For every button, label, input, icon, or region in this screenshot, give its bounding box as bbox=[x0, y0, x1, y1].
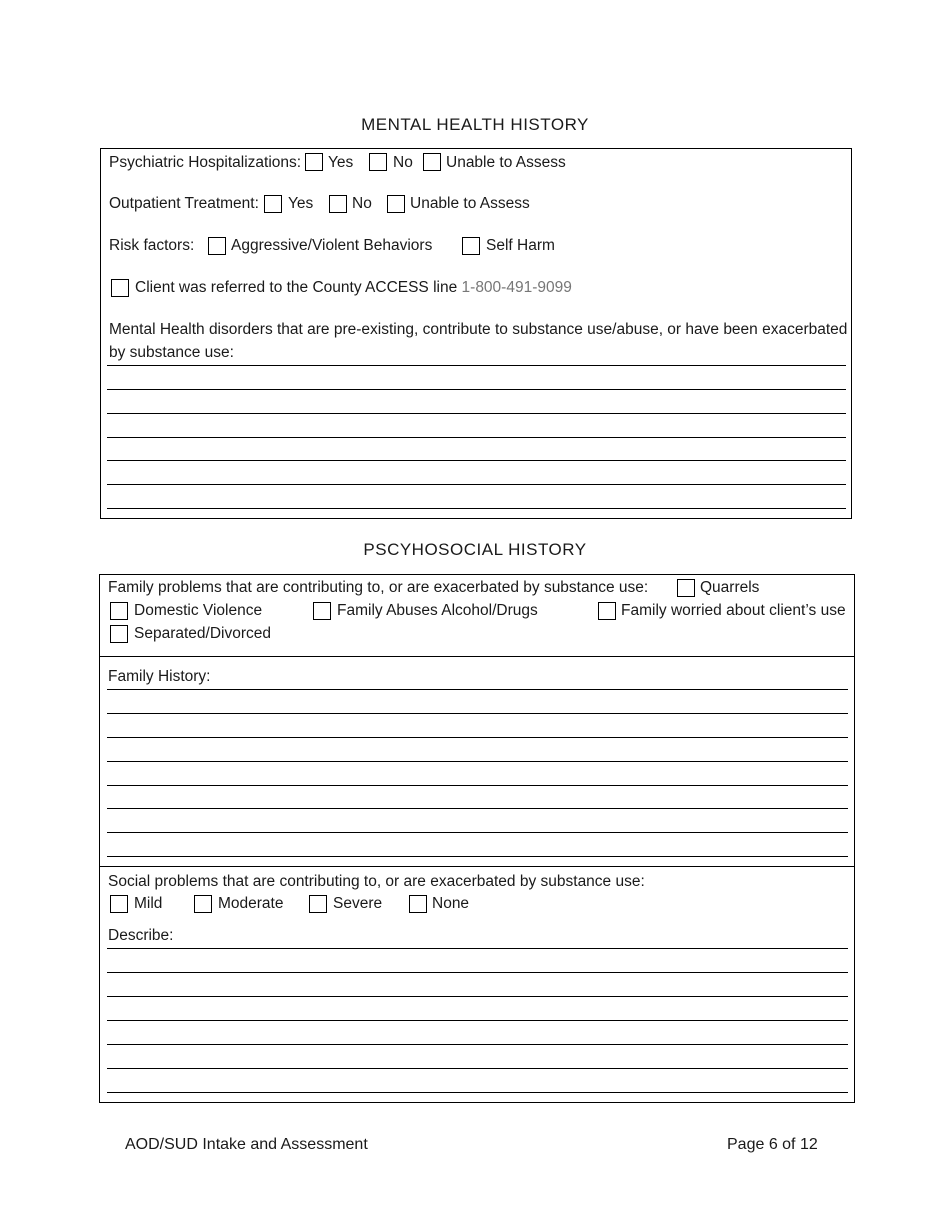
describe-write-line[interactable] bbox=[107, 972, 848, 973]
disorders-write-line[interactable] bbox=[107, 365, 846, 366]
describe-write-line[interactable] bbox=[107, 1044, 848, 1045]
risk-factors-label: Risk factors: bbox=[109, 237, 195, 254]
social-none-checkbox[interactable] bbox=[409, 895, 427, 913]
domestic-violence-label: Domestic Violence bbox=[134, 602, 263, 619]
mental-health-title: MENTAL HEALTH HISTORY bbox=[361, 115, 589, 134]
access-referral-checkbox[interactable] bbox=[111, 279, 129, 297]
psychosocial-title: PSCYHOSOCIAL HISTORY bbox=[363, 540, 587, 559]
describe-write-line[interactable] bbox=[107, 996, 848, 997]
social-severe-label: Severe bbox=[333, 895, 383, 912]
outpatient-unable-label: Unable to Assess bbox=[410, 195, 530, 212]
domestic-violence-checkbox[interactable] bbox=[110, 602, 128, 620]
risk-selfharm-checkbox[interactable] bbox=[462, 237, 480, 255]
outpatient-yes-checkbox[interactable] bbox=[264, 195, 282, 213]
outpatient-unable-checkbox[interactable] bbox=[387, 195, 405, 213]
psych-hosp-no-label: No bbox=[393, 154, 413, 171]
family-history-write-line[interactable] bbox=[107, 689, 848, 690]
family-history-write-line[interactable] bbox=[107, 713, 848, 714]
describe-write-line[interactable] bbox=[107, 1092, 848, 1093]
risk-aggressive-checkbox[interactable] bbox=[208, 237, 226, 255]
describe-write-line[interactable] bbox=[107, 1020, 848, 1021]
psych-hosp-unable-label: Unable to Assess bbox=[446, 154, 566, 171]
social-mild-checkbox[interactable] bbox=[110, 895, 128, 913]
family-problems-label: Family problems that are contributing to, or are exacerbated by substance use: bbox=[108, 579, 649, 596]
footer-page-number: Page 6 of 12 bbox=[727, 1136, 818, 1153]
describe-write-line[interactable] bbox=[107, 1068, 848, 1069]
outpatient-label: Outpatient Treatment: bbox=[109, 195, 259, 212]
disorders-write-line[interactable] bbox=[107, 484, 846, 485]
family-history-write-line[interactable] bbox=[107, 832, 848, 833]
social-severe-checkbox[interactable] bbox=[309, 895, 327, 913]
outpatient-no-checkbox[interactable] bbox=[329, 195, 347, 213]
risk-selfharm-label: Self Harm bbox=[486, 237, 555, 254]
family-abuses-checkbox[interactable] bbox=[313, 602, 331, 620]
disorders-write-line[interactable] bbox=[107, 508, 846, 509]
outpatient-yes-label: Yes bbox=[288, 195, 314, 212]
section-divider bbox=[99, 866, 855, 867]
psych-hosp-label: Psychiatric Hospitalizations: bbox=[109, 154, 302, 171]
family-history-label: Family History: bbox=[108, 668, 211, 685]
disorders-write-line[interactable] bbox=[107, 389, 846, 390]
family-abuses-label: Family Abuses Alcohol/Drugs bbox=[337, 602, 538, 619]
family-history-write-line[interactable] bbox=[107, 737, 848, 738]
access-referral-label: Client was referred to the County ACCESS line bbox=[135, 279, 458, 296]
disorders-write-line[interactable] bbox=[107, 437, 846, 438]
social-moderate-checkbox[interactable] bbox=[194, 895, 212, 913]
family-history-write-line[interactable] bbox=[107, 856, 848, 857]
disorders-write-line[interactable] bbox=[107, 460, 846, 461]
disorders-question-line2: by substance use: bbox=[109, 344, 234, 361]
quarrels-label: Quarrels bbox=[700, 579, 760, 596]
psych-hosp-no-checkbox[interactable] bbox=[369, 153, 387, 171]
psychosocial-section bbox=[99, 574, 855, 1103]
family-history-write-line[interactable] bbox=[107, 785, 848, 786]
family-history-write-line[interactable] bbox=[107, 808, 848, 809]
psych-hosp-unable-checkbox[interactable] bbox=[423, 153, 441, 171]
psych-hosp-yes-checkbox[interactable] bbox=[305, 153, 323, 171]
disorders-question-line1: Mental Health disorders that are pre-existing, contribute to substance use/abuse, or have been exacerbated bbox=[109, 321, 848, 338]
social-problems-label: Social problems that are contributing to, or are exacerbated by substance use: bbox=[108, 873, 645, 890]
social-none-label: None bbox=[432, 895, 470, 912]
disorders-write-line[interactable] bbox=[107, 413, 846, 414]
risk-aggressive-label: Aggressive/Violent Behaviors bbox=[231, 237, 433, 254]
section-divider bbox=[99, 656, 855, 657]
psych-hosp-yes-label: Yes bbox=[328, 154, 354, 171]
access-referral-text bbox=[135, 278, 572, 298]
family-worried-label: Family worried about client’s use bbox=[621, 602, 846, 619]
social-mild-label: Mild bbox=[134, 895, 163, 912]
access-phone-number: 1-800-491-9099 bbox=[461, 279, 572, 296]
separated-divorced-label: Separated/Divorced bbox=[134, 625, 271, 642]
quarrels-checkbox[interactable] bbox=[677, 579, 695, 597]
describe-label: Describe: bbox=[108, 927, 174, 944]
describe-write-line[interactable] bbox=[107, 948, 848, 949]
footer-document-title: AOD/SUD Intake and Assessment bbox=[125, 1136, 368, 1153]
family-history-write-line[interactable] bbox=[107, 761, 848, 762]
outpatient-no-label: No bbox=[352, 195, 372, 212]
social-moderate-label: Moderate bbox=[218, 895, 284, 912]
separated-divorced-checkbox[interactable] bbox=[110, 625, 128, 643]
family-worried-checkbox[interactable] bbox=[598, 602, 616, 620]
